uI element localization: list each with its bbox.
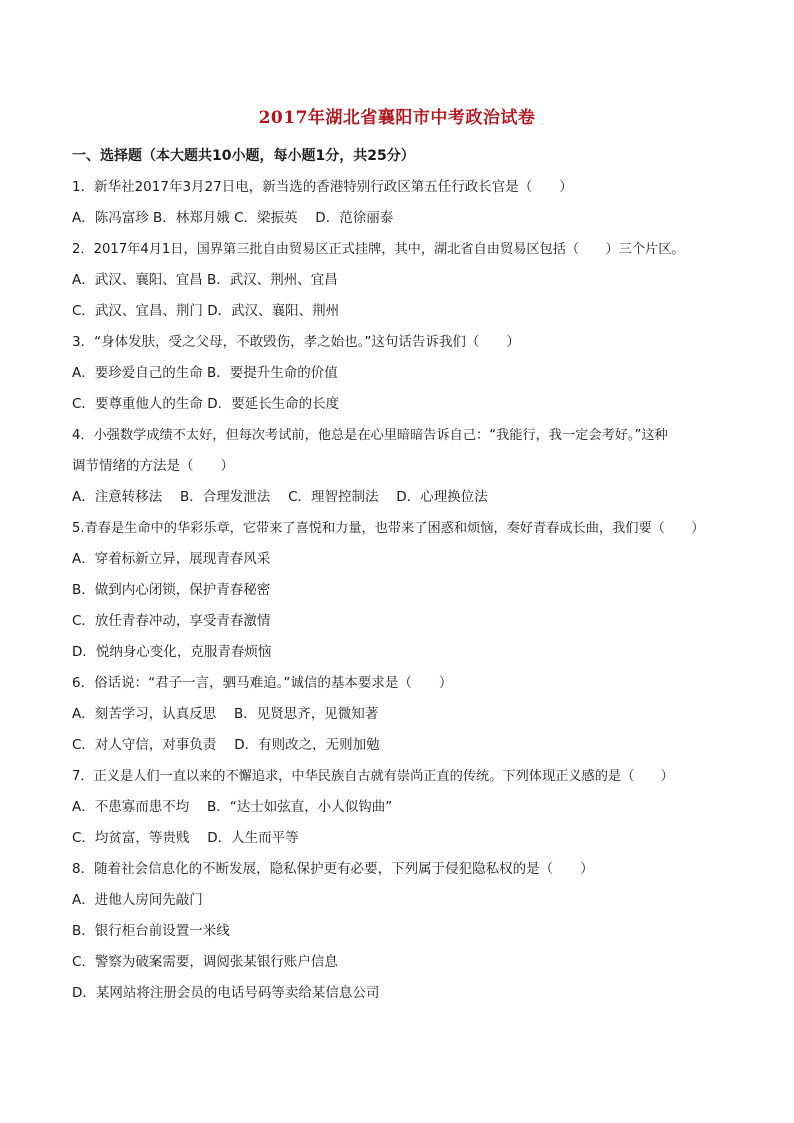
question-3-options-row-2: C．要尊重他人的生命 D．要延长生命的长度 [72,396,340,412]
question-7-stem: 7．正义是人们一直以来的不懈追求，中华民族自古就有崇尚正直的传统。下列体现正义感的是（ ） [72,769,674,784]
question-4-options: A．注意转移法 B．合理发泄法 C．理智控制法 D．心理换位法 [72,489,488,505]
question-8-option-a: A．进他人房间先敲门 [72,892,203,908]
question-3-options-row-1: A．要珍爱自己的生命 B．要提升生命的价值 [72,365,338,381]
exam-title: 2017年湖北省襄阳市中考政治试卷 [258,108,536,128]
question-1-stem: 1．新华社2017年3月27日电，新当选的香港特别行政区第五任行政长官是（ ） [72,179,573,195]
question-3-stem: 3．“身体发肤，受之父母，不敢毁伤，孝之始也。”这句话告诉我们（ ） [72,334,520,350]
question-2-stem: 2．2017年4月1日，国界第三批自由贸易区正式挂牌，其中，湖北省自由贸易区包括（ ）三个片区。 [72,242,685,257]
question-8-stem: 8．随着社会信息化的不断发展，隐私保护更有必要，下列属于侵犯隐私权的是（ ） [72,861,594,877]
question-6-options-row-1: A．刻苦学习，认真反思 B．见贤思齐，见微知著 [72,706,379,722]
question-2-options-row-2: C．武汉、宜昌、荆门 D．武汉、襄阳、荆州 [72,303,340,319]
question-6-stem: 6．俗话说：“君子一言，驷马难追。”诚信的基本要求是（ ） [72,675,453,691]
question-8-option-d: D．某网站将注册会员的电话号码等卖给某信息公司 [72,985,380,1001]
question-5-option-a: A．穿着标新立异，展现青春风采 [72,551,271,567]
question-4-stem-line-2: 调节情绪的方法是（ ） [72,458,234,474]
section-heading: 一、选择题（本大题共10小题，每小题1分，共25分） [72,148,415,164]
question-5-option-b: B．做到内心闭锁，保护青春秘密 [72,582,271,598]
exam-content [72,141,732,1009]
question-1-options: A．陈冯富珍 B．林郑月娥 C．梁振英 D．范徐丽泰 [72,210,394,226]
question-5-option-c: C．放任青春冲动，享受青春激情 [72,613,271,629]
question-7-options-row-1: A．不患寡而患不均 B．“达士如弦直，小人似钩曲” [72,799,393,815]
question-6-options-row-2: C．对人守信，对事负责 D．有则改之，无则加勉 [72,737,380,753]
question-5-option-d: D．悦纳身心变化，克服青春烦恼 [72,644,272,660]
question-8-option-b: B．银行柜台前设置一米线 [72,923,230,939]
question-5-stem: 5.青春是生命中的华彩乐章，它带来了喜悦和力量，也带来了困惑和烦恼，奏好青春成长曲，我们要（ ） [72,521,705,536]
question-4-stem-line-1: 4．小强数学成绩不太好，但每次考试前，他总是在心里暗暗告诉自己：“我能行，我一定会考好。”这种 [72,428,668,443]
question-8-option-c: C．警察为破案需要，调阅张某银行账户信息 [72,954,338,970]
question-7-options-row-2: C．均贫富，等贵贱 D．人生而平等 [72,830,299,846]
question-2-options-row-1: A．武汉、襄阳、宜昌 B．武汉、荆州、宜昌 [72,272,338,288]
